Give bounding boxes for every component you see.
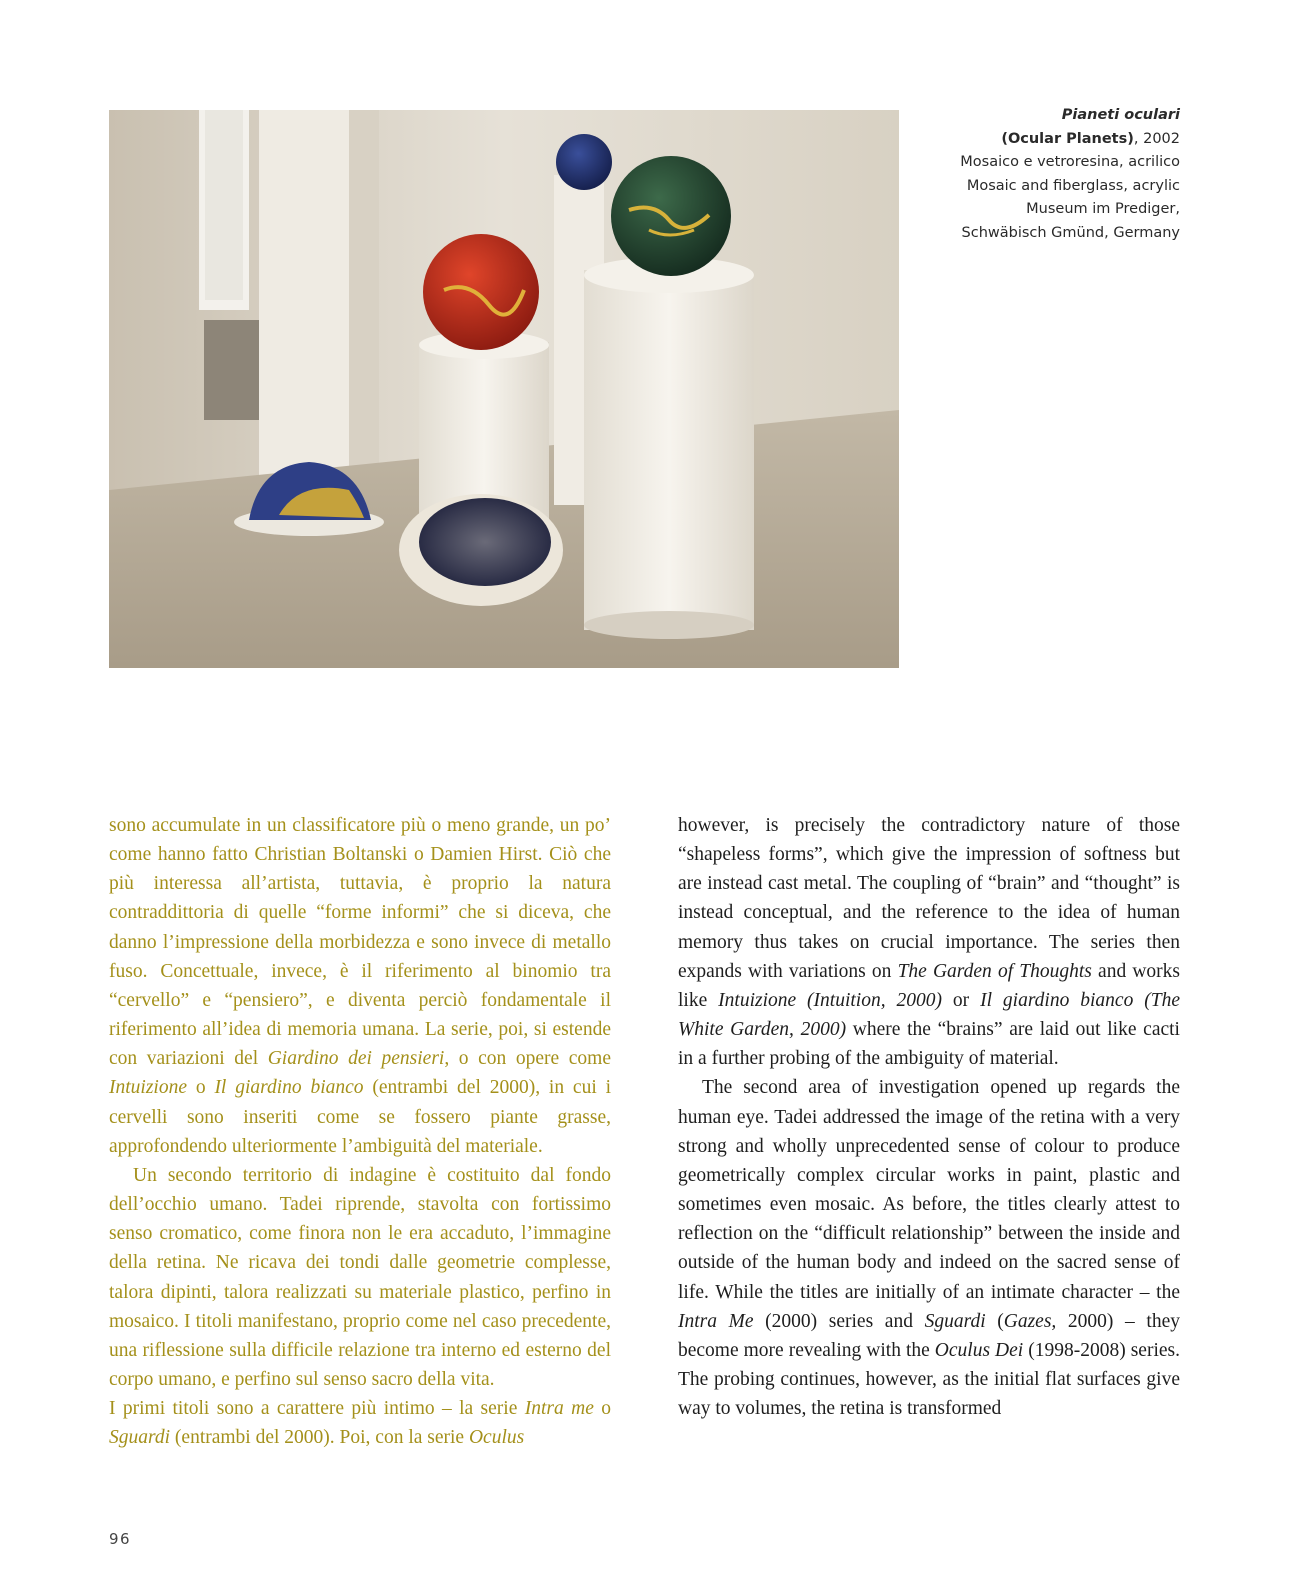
caption-museum: Museum im Prediger, [1026,201,1180,217]
italian-text-column [109,811,611,1452]
photo-caption [930,104,1180,245]
english-paragraph-2: The second area of investigation opened up regards the human eye. Tadei addressed the image of the retina with a very strong and wholly unprecedented sense of colour to produce geometrically complex circular works in paint, plastic and sometimes even mosaic. As before, the titles clearly attest to reflection on the “difficult relationship” between the inside and outside of the human body and indeed on the sacred sense of life. While the titles are initially of an intimate character – the Intra Me (2000) series and Sguardi (Gazes, 2000) – they become more revealing with the Oculus Dei (1998-2008) series. The probing continues, however, as the initial flat surfaces give way to volumes, the retina is transformed [678,1077,1180,1420]
artwork-photo [109,110,899,668]
caption-medium-en: Mosaic and fiberglass, acrylic [966,177,1180,194]
caption-title-en: (Ocular Planets), 2002 [1001,130,1180,147]
caption-title-it: Pianeti oculari [1061,107,1180,123]
page-number: 96 [109,1530,132,1548]
caption-medium-it: Mosaico e vetroresina, acrilico [960,154,1180,170]
italian-paragraph-2: Un secondo territorio di indagine è costituito dal fondo dell’occhio umano. Tadei riprende, stavolta con fortissimo senso cromatico, come finora non le era accaduto, l’immagine della retina. Ne ricava dei tondi dalle geometrie complesse, talora dipinti, talora realizzati su materiale plastico, perfino in mosaico. I titoli manifestano, proprio come nel caso precedente, una riflessione sulla difficile relazione tra interno ed esterno del corpo umano, e perfino sul senso sacro della vita. [109,1164,611,1390]
english-paragraph-1: however, is precisely the contradictory nature of those “shapeless forms”, which give the impression of softness but are instead cast metal. The coupling of “brain” and “thought” is instead conceptual, and the reference to the idea of human memory thus takes on crucial importance. The series then expands with variations on The Garden of Thoughts and works like Intuizione (Intuition, 2000) or Il giardino bianco (The White Garden, 2000) where the “brains” are laid out like cacti in a further probing of the ambiguity of material. [678,815,1181,1070]
italian-paragraph-1: sono accumulate in un classificatore più o meno grande, un po’ come hanno fatto Christian Boltanski o Damien Hirst. Ciò che più interessa all’artista, tuttavia, è proprio la natura contraddittoria di quelle “forme informi” che si diceva, che danno l’impressione della morbidezza e sono invece di metallo fuso. Concettuale, invece, è il riferimento al binomio tra “cervello” e “pensiero”, e diventa perciò fondamentale il riferimento all’idea di memoria umana. La serie, poi, si estende con variazioni del Giardino dei pensieri, o con opere come Intuizione o Il giardino bianco (entrambi del 2000), in cui i cervelli sono inseriti come se fossero piante grasse, approfondendo ulteriormente l’ambiguità del materiale. [109,815,612,1157]
english-text-column [678,811,1180,1423]
caption-location: Schwäbisch Gmünd, Germany [961,224,1180,241]
italian-paragraph-3: I primi titoli sono a carattere più intimo – la serie Intra me o Sguardi (entrambi del 2000). Poi, con la serie Oculus [109,1398,611,1449]
gallery-photo-illustration [109,110,899,668]
